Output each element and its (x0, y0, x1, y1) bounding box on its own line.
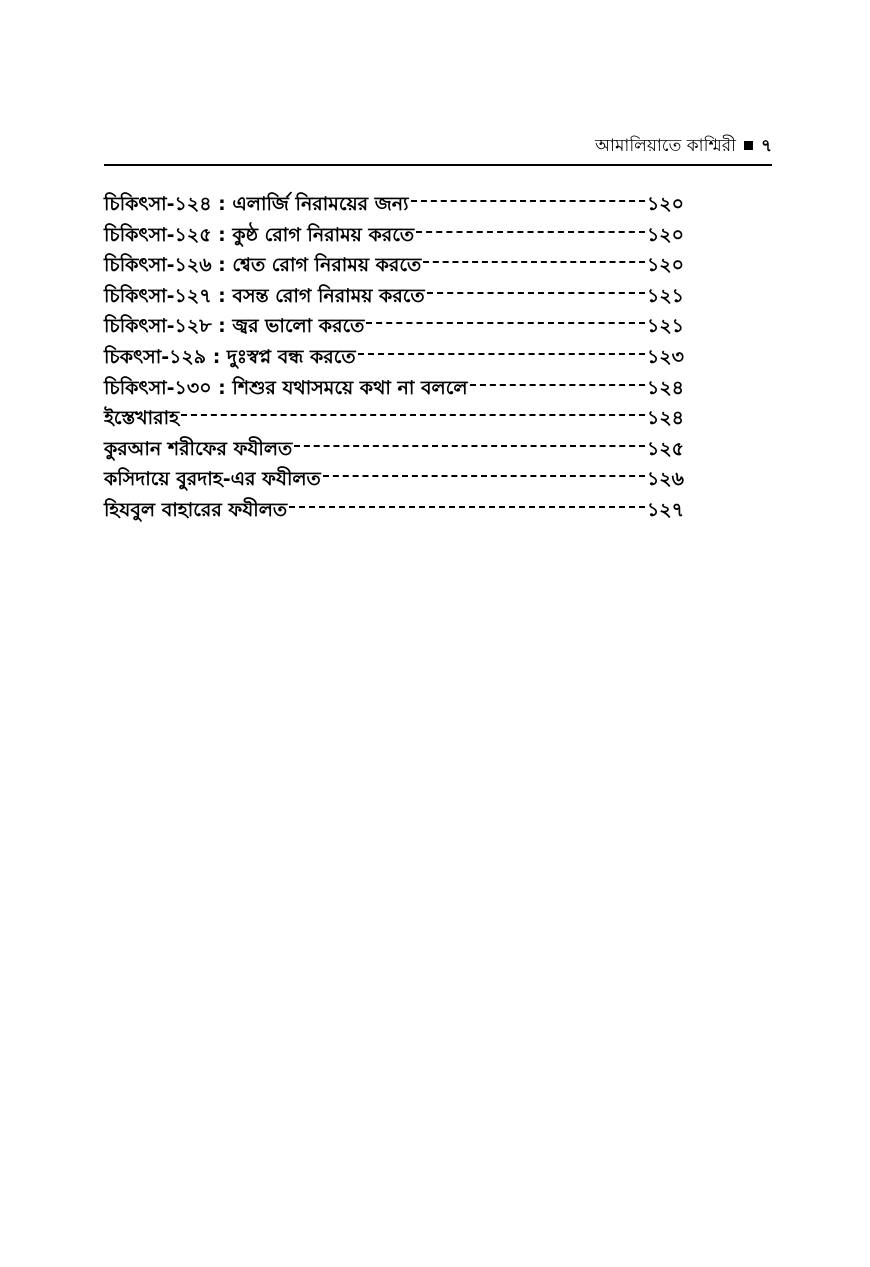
toc-entry-title: কুরআন শরীফের ফযীলত (104, 437, 293, 460)
toc-entry (104, 189, 684, 220)
toc-entry-title: হিযবুল বাহারের ফযীলত (104, 498, 288, 521)
toc-entry-page: ১২৩ (646, 345, 684, 368)
toc-entry (104, 495, 684, 526)
toc-entry (104, 220, 684, 251)
toc-entry-page: ১২০ (646, 254, 684, 277)
toc-entry (104, 311, 684, 342)
toc-entry-page: ১২১ (646, 315, 684, 338)
toc-entry-page: ১২০ (646, 223, 684, 246)
toc-entry-title: চিকিৎসা-১২৭ : বসন্ত রোগ নিরাময় করতে (104, 284, 425, 307)
toc-entry-title: কসিদায়ে বুরদাহ-এর ফযীলত (104, 468, 321, 491)
table-of-contents (104, 189, 684, 526)
dot-leader (416, 231, 645, 233)
dot-leader (470, 384, 645, 386)
toc-entry (104, 250, 684, 281)
dot-leader (289, 506, 645, 508)
dot-leader (181, 414, 645, 416)
toc-entry-title: চিকিৎসা-১২৪ : এলার্জি নিরাময়ের জন্য (104, 193, 409, 215)
toc-entry (104, 403, 684, 434)
dot-leader (366, 322, 645, 324)
book-title: আমালিয়াতে কাশ্মিরী (595, 136, 736, 156)
dot-leader (323, 475, 645, 477)
toc-entry-page: ১২৫ (646, 437, 684, 460)
toc-entry (104, 464, 684, 495)
header-text (595, 134, 772, 158)
dot-leader (358, 353, 645, 355)
toc-entry-page: ১২৪ (646, 407, 684, 430)
toc-entry-title: চিকিৎসা-১২৮ : জ্বর ভালো করতে (104, 315, 365, 338)
dot-leader (294, 445, 645, 447)
dot-leader (411, 200, 645, 202)
toc-entry-page: ১২৬ (646, 468, 684, 491)
toc-entry-title: ইস্তেখারাহ (104, 407, 180, 430)
toc-entry (104, 373, 684, 404)
running-header (104, 132, 772, 166)
toc-entry-title: চিকিৎসা-১৩০ : শিশুর যথাসময়ে কথা না বললে (104, 376, 468, 399)
toc-entry-page: ১২১ (646, 284, 684, 307)
page-number: ৭ (760, 136, 772, 156)
toc-entry-page: ১২৭ (646, 498, 684, 521)
dot-leader (427, 292, 645, 294)
square-separator-icon (744, 141, 753, 150)
toc-entry (104, 342, 684, 373)
toc-entry (104, 434, 684, 465)
toc-entry-page: ১২৪ (646, 376, 684, 399)
toc-entry (104, 281, 684, 312)
toc-entry-page: ১২০ (646, 193, 684, 215)
toc-entry-title: চিকিৎসা-১২৬ : শ্বেত রোগ নিরাময় করতে (104, 254, 422, 277)
toc-entry-title: চিকিৎসা-১২৫ : কুষ্ঠ রোগ নিরাময় করতে (104, 223, 415, 246)
dot-leader (423, 261, 645, 263)
toc-entry-title: চিকৎসা-১২৯ : দুঃস্বপ্ন বন্ধ করতে (104, 345, 356, 368)
